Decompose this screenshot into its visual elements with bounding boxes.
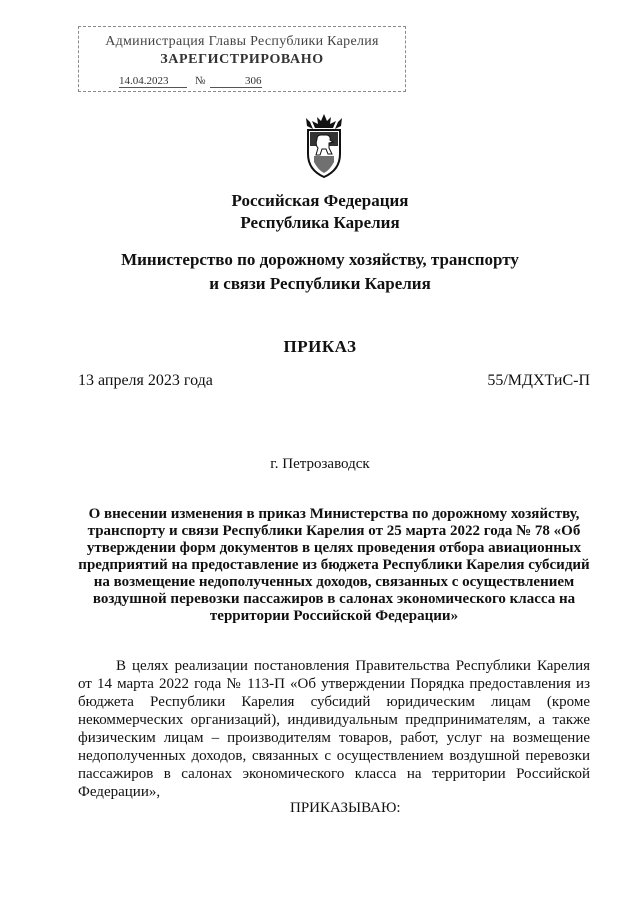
stamp-authority: Администрация Главы Республики Карелия xyxy=(105,34,379,49)
body-paragraph: В целях реализации постановления Правительства Республики Карелия от 14 марта 2022 года № 113-П «Об утверждении Порядка предоставления из бюджета Республики Карелия субсидий юридическим лицам (кроме некоммерческих организаций), индивидуальным предпринимателям, а также физическим лицам – производителям товаров, работ, услуг на возмещение недополученных доходов, связанных с осуществлением воздушной перевозки пассажиров в салонах экономического класса на территории Российской Федерации», xyxy=(78,658,590,800)
document-type: ПРИКАЗ xyxy=(283,337,357,356)
ministry-name-line1: Министерство по дорожному хозяйству, транспорту xyxy=(121,250,519,269)
document-date: 13 апреля 2023 года xyxy=(78,372,213,389)
stamp-registration-line xyxy=(119,75,262,88)
city: г. Петрозаводск xyxy=(270,456,370,472)
stamp-date: 14.04.2023 xyxy=(119,75,187,88)
stamp-number-sign: № xyxy=(195,75,206,87)
ministry-header xyxy=(0,248,640,296)
country-header xyxy=(0,190,640,234)
date-number-line xyxy=(78,372,590,390)
document-subject: О внесении изменения в приказ Министерства по дорожному хозяйству, транспорту и связи Республики Карелия от 25 марта 2022 года № 78 «Об утверждении форм документов в целях проведения отбора авиационных предприятий на предоставление из бюджета Республики Карелия субсидий на возмещение недополученных доходов, связанных с осуществлением воздушной перевозки пассажиров в салонах экономического класса на территории Российской Федерации» xyxy=(78,506,590,624)
registration-stamp xyxy=(78,26,406,92)
region-name: Республика Карелия xyxy=(240,213,400,232)
ministry-name-line2: и связи Республики Карелия xyxy=(209,274,431,293)
country-name: Российская Федерация xyxy=(231,191,409,210)
stamp-number: 306 xyxy=(210,75,262,88)
document-number: 55/МДХТиС-П xyxy=(487,372,590,389)
order-word: ПРИКАЗЫВАЮ: xyxy=(290,800,401,816)
stamp-registered-label: ЗАРЕГИСТРИРОВАНО xyxy=(160,52,324,67)
karelia-coat-of-arms-icon xyxy=(300,112,348,180)
